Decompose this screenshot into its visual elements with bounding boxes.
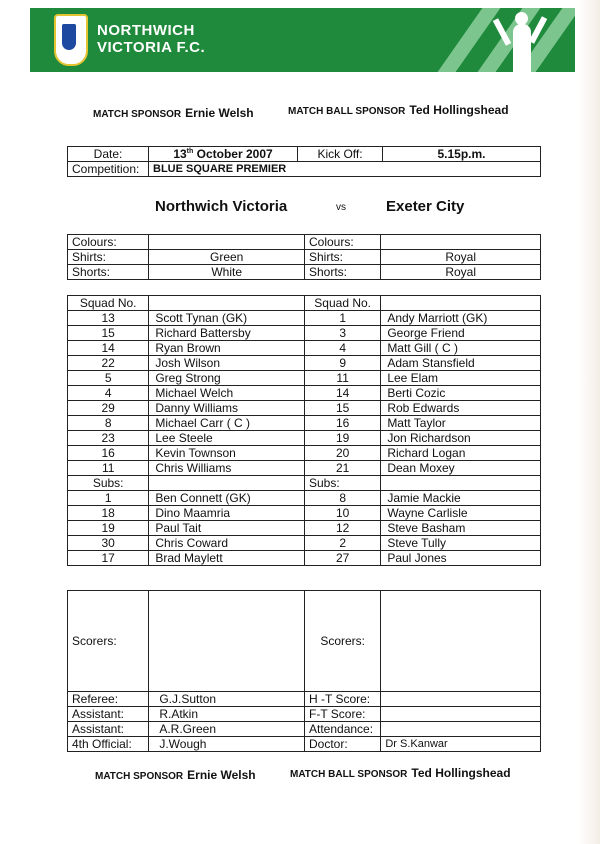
home-squad-number: 13	[68, 311, 149, 326]
shirts-label: Shirts:	[68, 250, 149, 265]
away-squad-number: 2	[305, 536, 381, 551]
home-shorts: White	[149, 265, 305, 280]
vs-label: vs	[336, 202, 346, 213]
empty-cell	[149, 296, 305, 311]
referee-label: Referee:	[68, 692, 149, 707]
home-scorers-cell	[149, 591, 305, 692]
table-row	[68, 461, 541, 476]
home-squad-number: 22	[68, 356, 149, 371]
colours-table	[67, 234, 541, 280]
table-row	[68, 311, 541, 326]
away-squad-number: 9	[305, 356, 381, 371]
home-player-name: Kevin Townson	[149, 446, 305, 461]
empty-cell	[381, 235, 541, 250]
table-row	[68, 491, 541, 506]
colours-label: Colours:	[68, 235, 149, 250]
away-player-name: Matt Taylor	[381, 416, 541, 431]
attendance-value	[381, 722, 541, 737]
home-squad-number: 17	[68, 551, 149, 566]
home-player-name: Paul Tait	[149, 521, 305, 536]
home-squad-number: 18	[68, 506, 149, 521]
squad-table	[67, 295, 541, 566]
shirts-label: Shirts:	[305, 250, 381, 265]
away-player-name: Wayne Carlisle	[381, 506, 541, 521]
kickoff-value: 5.15p.m.	[383, 147, 541, 162]
empty-cell	[149, 476, 305, 491]
table-row	[68, 371, 541, 386]
away-player-name: Richard Logan	[381, 446, 541, 461]
home-squad-number: 1	[68, 491, 149, 506]
home-player-name: Danny Williams	[149, 401, 305, 416]
table-row	[68, 551, 541, 566]
away-squad-number: 14	[305, 386, 381, 401]
colours-label: Colours:	[305, 235, 381, 250]
home-squad-number: 14	[68, 341, 149, 356]
club-crest-icon	[54, 14, 88, 66]
home-player-name: Brad Maylett	[149, 551, 305, 566]
ball-sponsor-label: MATCH BALL SPONSOR	[288, 106, 406, 117]
fourth-official-value: J.Wough	[149, 737, 305, 752]
shorts-label: Shorts:	[305, 265, 381, 280]
doctor-value: Dr S.Kanwar	[381, 737, 541, 752]
empty-cell	[149, 235, 305, 250]
home-team-name: Northwich Victoria	[155, 198, 288, 215]
assistant2-value: A.R.Green	[149, 722, 305, 737]
home-player-name: Ryan Brown	[149, 341, 305, 356]
table-row	[68, 341, 541, 356]
kickoff-label: Kick Off:	[298, 147, 383, 162]
club-name	[97, 22, 205, 56]
away-scorers-cell	[381, 591, 541, 692]
away-player-name: Adam Stansfield	[381, 356, 541, 371]
match-sponsor-name: Ernie Welsh	[187, 768, 256, 782]
away-player-name: Lee Elam	[381, 371, 541, 386]
ft-score-label: F-T Score:	[305, 707, 381, 722]
home-player-name: Josh Wilson	[149, 356, 305, 371]
match-sponsor-top	[93, 106, 254, 120]
away-squad-number: 27	[305, 551, 381, 566]
ht-score-label: H -T Score:	[305, 692, 381, 707]
doctor-label: Doctor:	[305, 737, 381, 752]
away-squad-number: 19	[305, 431, 381, 446]
assistant-label: Assistant:	[68, 722, 149, 737]
club-name-line2: VICTORIA F.C.	[97, 39, 206, 56]
away-team-name: Exeter City	[386, 198, 465, 215]
referee-value: G.J.Sutton	[149, 692, 305, 707]
shorts-label: Shorts:	[68, 265, 149, 280]
competition-label: Competition:	[68, 162, 149, 177]
away-player-name: Rob Edwards	[381, 401, 541, 416]
date-label: Date:	[68, 147, 149, 162]
away-squad-number: 15	[305, 401, 381, 416]
home-player-name: Ben Connett (GK)	[149, 491, 305, 506]
ft-score-value	[381, 707, 541, 722]
away-squad-number: 11	[305, 371, 381, 386]
table-row	[68, 521, 541, 536]
table-row	[68, 536, 541, 551]
assistant1-value: R.Atkin	[149, 707, 305, 722]
home-squad-number: 4	[68, 386, 149, 401]
match-sponsor-label: MATCH SPONSOR	[95, 771, 184, 782]
attendance-label: Attendance:	[305, 722, 381, 737]
paper-edge-shade	[578, 0, 600, 844]
subs-label: Subs:	[68, 476, 149, 491]
match-sponsor-bottom	[95, 768, 256, 782]
ht-score-value	[381, 692, 541, 707]
home-squad-number: 23	[68, 431, 149, 446]
celebrating-player-icon	[501, 12, 541, 72]
home-player-name: Dino Maamria	[149, 506, 305, 521]
away-player-name: Jon Richardson	[381, 431, 541, 446]
home-player-name: Chris Williams	[149, 461, 305, 476]
away-squad-number: 21	[305, 461, 381, 476]
away-squad-number: 12	[305, 521, 381, 536]
home-squad-number: 15	[68, 326, 149, 341]
home-squad-number: 11	[68, 461, 149, 476]
date-value: 13th October 2007	[149, 147, 298, 162]
away-squad-number: 1	[305, 311, 381, 326]
home-player-name: Scott Tynan (GK)	[149, 311, 305, 326]
away-squad-number: 16	[305, 416, 381, 431]
table-row	[68, 326, 541, 341]
ball-sponsor-name: Ted Hollingshead	[409, 103, 509, 117]
ball-sponsor-top	[288, 103, 509, 117]
competition-value: BLUE SQUARE PREMIER	[149, 162, 541, 177]
away-squad-number: 10	[305, 506, 381, 521]
ball-sponsor-bottom	[290, 766, 511, 780]
club-banner	[30, 8, 575, 72]
table-row	[68, 386, 541, 401]
table-row	[68, 416, 541, 431]
empty-cell	[381, 476, 541, 491]
home-squad-number: 30	[68, 536, 149, 551]
table-row	[68, 401, 541, 416]
table-row	[68, 431, 541, 446]
away-shorts: Royal	[381, 265, 541, 280]
home-player-name: Greg Strong	[149, 371, 305, 386]
away-player-name: Andy Marriott (GK)	[381, 311, 541, 326]
away-player-name: Berti Cozic	[381, 386, 541, 401]
home-player-name: Lee Steele	[149, 431, 305, 446]
ball-sponsor-name: Ted Hollingshead	[411, 766, 511, 780]
home-scorers-label: Scorers:	[68, 591, 149, 692]
home-shirts: Green	[149, 250, 305, 265]
subs-label: Subs:	[305, 476, 381, 491]
match-sponsor-name: Ernie Welsh	[185, 106, 254, 120]
table-row	[68, 506, 541, 521]
away-player-name: Matt Gill ( C )	[381, 341, 541, 356]
away-scorers-label: Scorers:	[305, 591, 381, 692]
squad-header: Squad No.	[305, 296, 381, 311]
assistant-label: Assistant:	[68, 707, 149, 722]
officials-table	[67, 590, 541, 752]
away-player-name: George Friend	[381, 326, 541, 341]
away-player-name: Steve Basham	[381, 521, 541, 536]
empty-cell	[381, 296, 541, 311]
home-squad-number: 16	[68, 446, 149, 461]
away-player-name: Jamie Mackie	[381, 491, 541, 506]
home-squad-number: 5	[68, 371, 149, 386]
away-squad-number: 20	[305, 446, 381, 461]
ball-sponsor-label: MATCH BALL SPONSOR	[290, 769, 408, 780]
away-squad-number: 3	[305, 326, 381, 341]
away-player-name: Dean Moxey	[381, 461, 541, 476]
match-info-table	[67, 146, 541, 177]
home-player-name: Michael Carr ( C )	[149, 416, 305, 431]
away-player-name: Paul Jones	[381, 551, 541, 566]
home-squad-number: 19	[68, 521, 149, 536]
home-player-name: Chris Coward	[149, 536, 305, 551]
home-player-name: Richard Battersby	[149, 326, 305, 341]
match-sponsor-label: MATCH SPONSOR	[93, 109, 182, 120]
club-name-line1: NORTHWICH	[97, 22, 195, 39]
table-row	[68, 446, 541, 461]
home-squad-number: 29	[68, 401, 149, 416]
away-shirts: Royal	[381, 250, 541, 265]
away-squad-number: 8	[305, 491, 381, 506]
squad-header: Squad No.	[68, 296, 149, 311]
away-squad-number: 4	[305, 341, 381, 356]
home-player-name: Michael Welch	[149, 386, 305, 401]
table-row	[68, 356, 541, 371]
away-player-name: Steve Tully	[381, 536, 541, 551]
fourth-official-label: 4th Official:	[68, 737, 149, 752]
home-squad-number: 8	[68, 416, 149, 431]
subs-row	[68, 476, 541, 491]
